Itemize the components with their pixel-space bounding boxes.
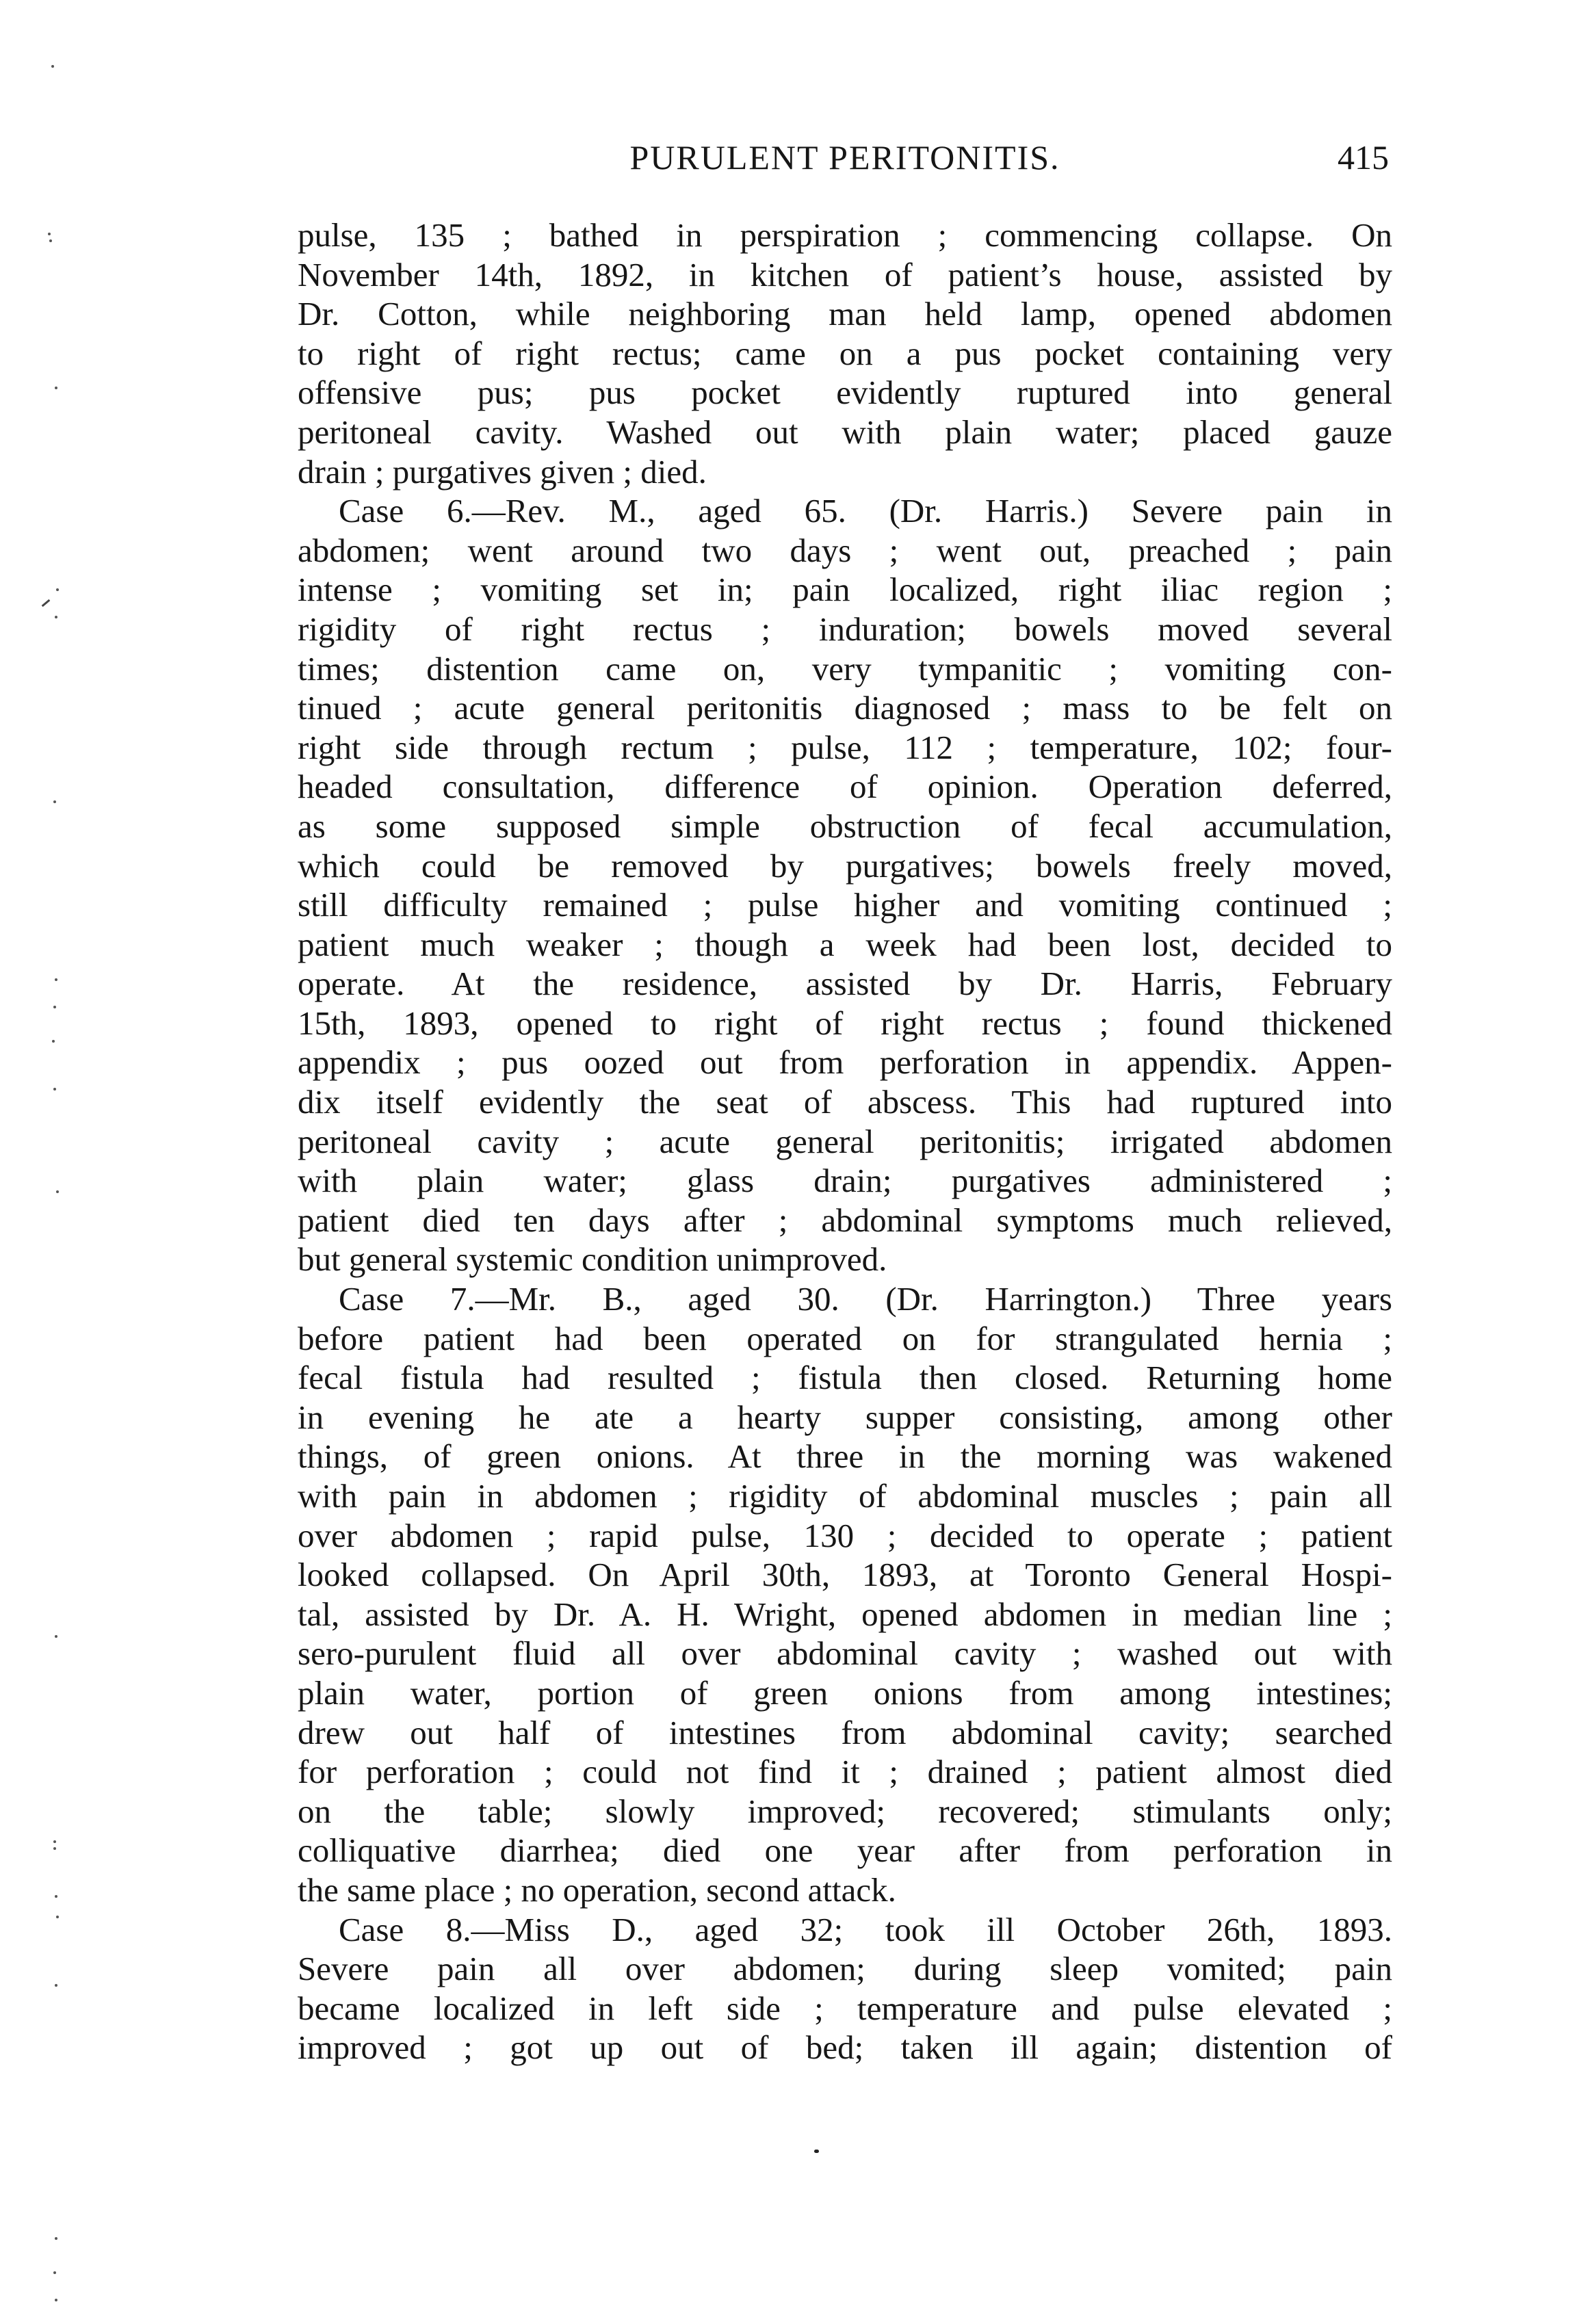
text-line: times; distention came on, very tympanitic ; vomiting con-	[298, 649, 1392, 688]
margin-speck	[55, 387, 57, 389]
text-line: for perforation ; could not find it ; drained ; patient almost died	[298, 1753, 1392, 1791]
ink-speck	[814, 2150, 819, 2153]
case-heading-line: Case 8.—Miss D., aged 32; took ill October 26th, 1893.	[339, 1910, 1392, 1948]
text-line: plain water, portion of green onions from among intestines;	[298, 1673, 1392, 1712]
running-header	[301, 130, 1389, 185]
text-line: patient died ten days after ; abdominal symptoms much relieved,	[298, 1201, 1392, 1239]
text-line: peritoneal cavity ; acute general peritonitis; irrigated abdomen	[298, 1122, 1392, 1160]
text-line: with plain water; glass drain; purgatives administered ;	[298, 1162, 1392, 1200]
text-line: Dr. Cotton, while neighboring man held lamp, opened abdomen	[298, 295, 1392, 333]
text-line: November 14th, 1892, in kitchen of patient’s house, assisted by	[298, 255, 1392, 293]
margin-speck	[55, 2237, 57, 2240]
text-line: in evening he ate a hearty supper consisting, among other	[298, 1398, 1392, 1436]
text-line: rigidity of right rectus ; induration; bowels moved several	[298, 610, 1392, 648]
margin-speck	[53, 1847, 56, 1850]
text-line: dix itself evidently the seat of abscess. This had ruptured into	[298, 1083, 1392, 1121]
text-line: abdomen; went around two days ; went out, preached ; pain	[298, 531, 1392, 569]
margin-speck	[53, 1088, 56, 1091]
body-text	[298, 216, 1392, 2067]
text-line: which could be removed by purgatives; bowels freely moved,	[298, 846, 1392, 885]
text-line: offensive pus; pus pocket evidently ruptured into general	[298, 374, 1392, 412]
text-line: drain ; purgatives given ; died.	[298, 452, 707, 491]
text-line: colliquative diarrhea; died one year after from perforation in	[298, 1831, 1392, 1870]
text-line: drew out half of intestines from abdominal cavity; searched	[298, 1713, 1392, 1751]
text-line: before patient had been operated on for strangulated hernia ;	[298, 1319, 1392, 1357]
margin-speck	[53, 1840, 56, 1843]
text-line: as some supposed simple obstruction of fecal accumulation,	[298, 807, 1392, 845]
margin-speck	[53, 2271, 56, 2274]
text-line: became localized in left side ; temperature and pulse elevated ;	[298, 1989, 1392, 2027]
text-line: Severe pain all over abdomen; during sleep vomited; pain	[298, 1950, 1392, 1988]
text-line: tinued ; acute general peritonitis diagnosed ; mass to be felt on	[298, 689, 1392, 727]
text-line: intense ; vomiting set in; pain localized, right iliac region ;	[298, 571, 1392, 609]
text-line: to right of right rectus; came on a pus pocket containing very	[298, 334, 1392, 372]
page-number: 415	[1338, 138, 1389, 177]
margin-speck	[56, 588, 59, 591]
text-line: on the table; slowly improved; recovered; stimulants only;	[298, 1792, 1392, 1830]
text-line: peritoneal cavity. Washed out with plain water; placed gauze	[298, 413, 1392, 451]
margin-speck	[48, 233, 51, 235]
text-line: patient much weaker ; though a week had been lost, decided to	[298, 925, 1392, 963]
text-line: sero-purulent fluid all over abdominal cavity ; washed out with	[298, 1634, 1392, 1673]
text-line: looked collapsed. On April 30th, 1893, at Toronto General Hospi-	[298, 1556, 1392, 1594]
text-line: tal, assisted by Dr. A. H. Wright, opened abdomen in median line ;	[298, 1595, 1392, 1633]
case-heading-line: Case 7.—Mr. B., aged 30. (Dr. Harrington.) Three years	[339, 1280, 1392, 1318]
margin-speck	[49, 239, 52, 242]
margin-speck	[53, 800, 56, 803]
running-title: PURULENT PERITONITIS.	[629, 138, 1060, 177]
text-line: appendix ; pus oozed out from perforation in appendix. Appen-	[298, 1043, 1392, 1082]
margin-speck	[55, 978, 57, 981]
text-line: fecal fistula had resulted ; fistula then closed. Returning home	[298, 1359, 1392, 1397]
margin-speck	[55, 2299, 57, 2301]
text-line: the same place ; no operation, second attack.	[298, 1870, 896, 1909]
margin-speck	[53, 1006, 56, 1008]
margin-stroke	[42, 599, 51, 607]
text-line: over abdomen ; rapid pulse, 130 ; decided to operate ; patient	[298, 1516, 1392, 1554]
margin-speck	[55, 616, 57, 618]
margin-speck	[56, 1916, 59, 1918]
text-line: 15th, 1893, opened to right of right rectus ; found thickened	[298, 1004, 1392, 1042]
margin-speck	[55, 1895, 57, 1898]
text-line: things, of green onions. At three in the morning was wakened	[298, 1437, 1392, 1476]
text-line: still difficulty remained ; pulse higher and vomiting continued ;	[298, 886, 1392, 924]
text-line: operate. At the residence, assisted by Dr. Harris, February	[298, 965, 1392, 1003]
case-heading-line: Case 6.—Rev. M., aged 65. (Dr. Harris.) Severe pain in	[339, 492, 1392, 530]
text-line: but general systemic condition unimproved.	[298, 1240, 887, 1279]
text-line: pulse, 135 ; bathed in perspiration ; commencing collapse. On	[298, 216, 1392, 254]
text-line: improved ; got up out of bed; taken ill again; distention of	[298, 2028, 1392, 2067]
margin-speck	[51, 65, 54, 68]
text-line: right side through rectum ; pulse, 112 ; temperature, 102; four-	[298, 728, 1392, 766]
margin-speck	[56, 1190, 59, 1193]
margin-speck	[55, 1984, 57, 1987]
margin-speck	[55, 1635, 57, 1638]
text-line: with pain in abdomen ; rigidity of abdominal muscles ; pain all	[298, 1477, 1392, 1515]
margin-speck	[52, 1040, 55, 1043]
text-line: headed consultation, difference of opinion. Operation deferred,	[298, 768, 1392, 806]
